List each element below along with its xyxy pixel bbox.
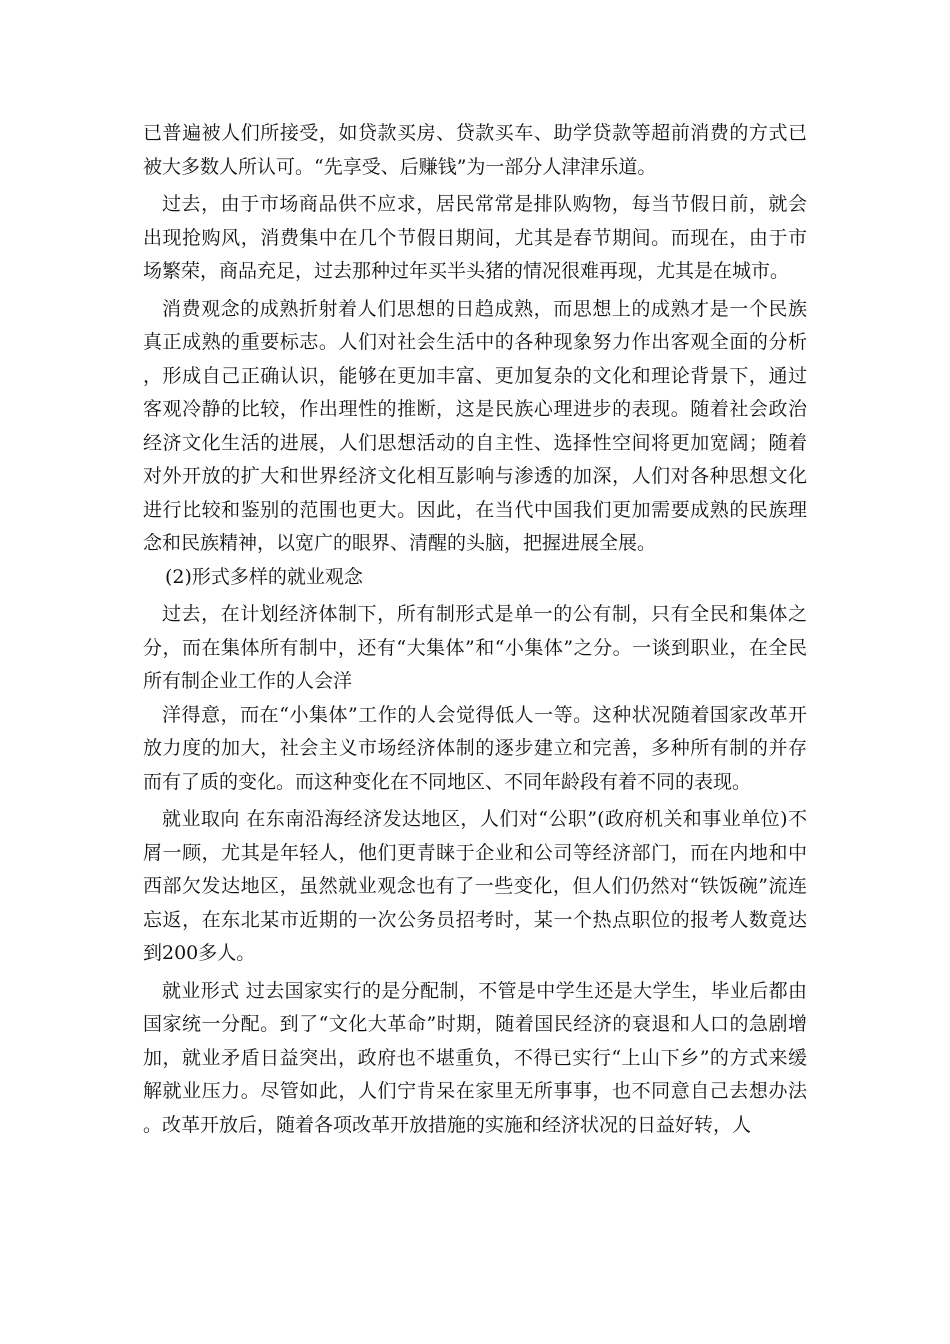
paragraph-ownership-change: 洋得意，而在“小集体”工作的人会觉得低人一等。这种状况随着国家改革开放力度的加大，社会主义市场经济体制的逐步建立和完善，多种所有制的并存而有了质的变化。而这种变化在不同地区、不同年龄段有着不同的表现。 [143, 703, 807, 793]
section-heading-employment: (2)形式多样的就业观念 [165, 565, 363, 588]
paragraph-mature-consumption: 消费观念的成熟折射着人们思想的日趋成熟，而思想上的成熟才是一个民族真正成熟的重要标志。人们对社会生活中的各种现象努力作出客观全面的分析，形成自己正确认识，能够在更加丰富、更加复杂的文化和理论背景下，通过客观冷静的比较，作出理性的推断，这是民族心理进步的表现。随着社会政治经济文化生活的进展，人们思想活动的自主性、选择性空间将更加宽阔；随着对外开放的扩大和世界经济文化相互影响与渗透的加深，人们对各种思想文化进行比较和鉴别的范围也更大。因此，在当代中国我们更加需要成熟的民族理念和民族精神，以宽广的眼界、清醒的头脑，把握进展全展。 [143, 297, 807, 554]
paragraph-consumption-acceptance: 已普遍被人们所接受，如贷款买房、贷款买车、助学贷款等超前消费的方式已被大多数人所认可。“先享受、后赚钱”为一部分人津津乐道。 [143, 122, 807, 178]
paragraph-planned-economy: 过去，在计划经济体制下，所有制形式是单一的公有制，只有全民和集体之分，而在集体所有制中，还有“大集体”和“小集体”之分。一谈到职业，在全民所有制企业工作的人会洋 [143, 603, 807, 692]
document-page [143, 117, 807, 1142]
paragraph-employment-form: 就业形式 过去国家实行的是分配制，不管是中学生还是大学生，毕业后都由国家统一分配。到了“文化大革命”时期，随着国民经济的衰退和人口的急剧增加，就业矛盾日益突出，政府也不堪重负，不得已实行“上山下乡”的方式来缓解就业压力。尽管如此，人们宁肯呆在家里无所事事，也不同意自己去想办法。改革开放后，随着各项改革开放措施的实施和经济状况的日益好转，人 [143, 979, 807, 1136]
paragraph-shopping-past: 过去，由于市场商品供不应求，居民常常是排队购物，每当节假日前，就会出现抢购风，消费集中在几个节假日期间，尤其是春节期间。而现在，由于市场繁荣，商品充足，过去那种过年买半头猪的情况很难再现，尤其是在城市。 [143, 193, 807, 282]
paragraph-employment-orientation: 就业取向 在东南沿海经济发达地区，人们对“公职”(政府机关和事业单位)不屑一顾，尤其是年轻人，他们更青睐于企业和公司等经济部门，而在内地和中西部欠发达地区，虽然就业观念也有了一些变化，但人们仍然对“铁饭碗”流连忘返，在东北某市近期的一次公务员招考时，某一个热点职位的报考人数竟达到200多人。 [143, 808, 807, 964]
